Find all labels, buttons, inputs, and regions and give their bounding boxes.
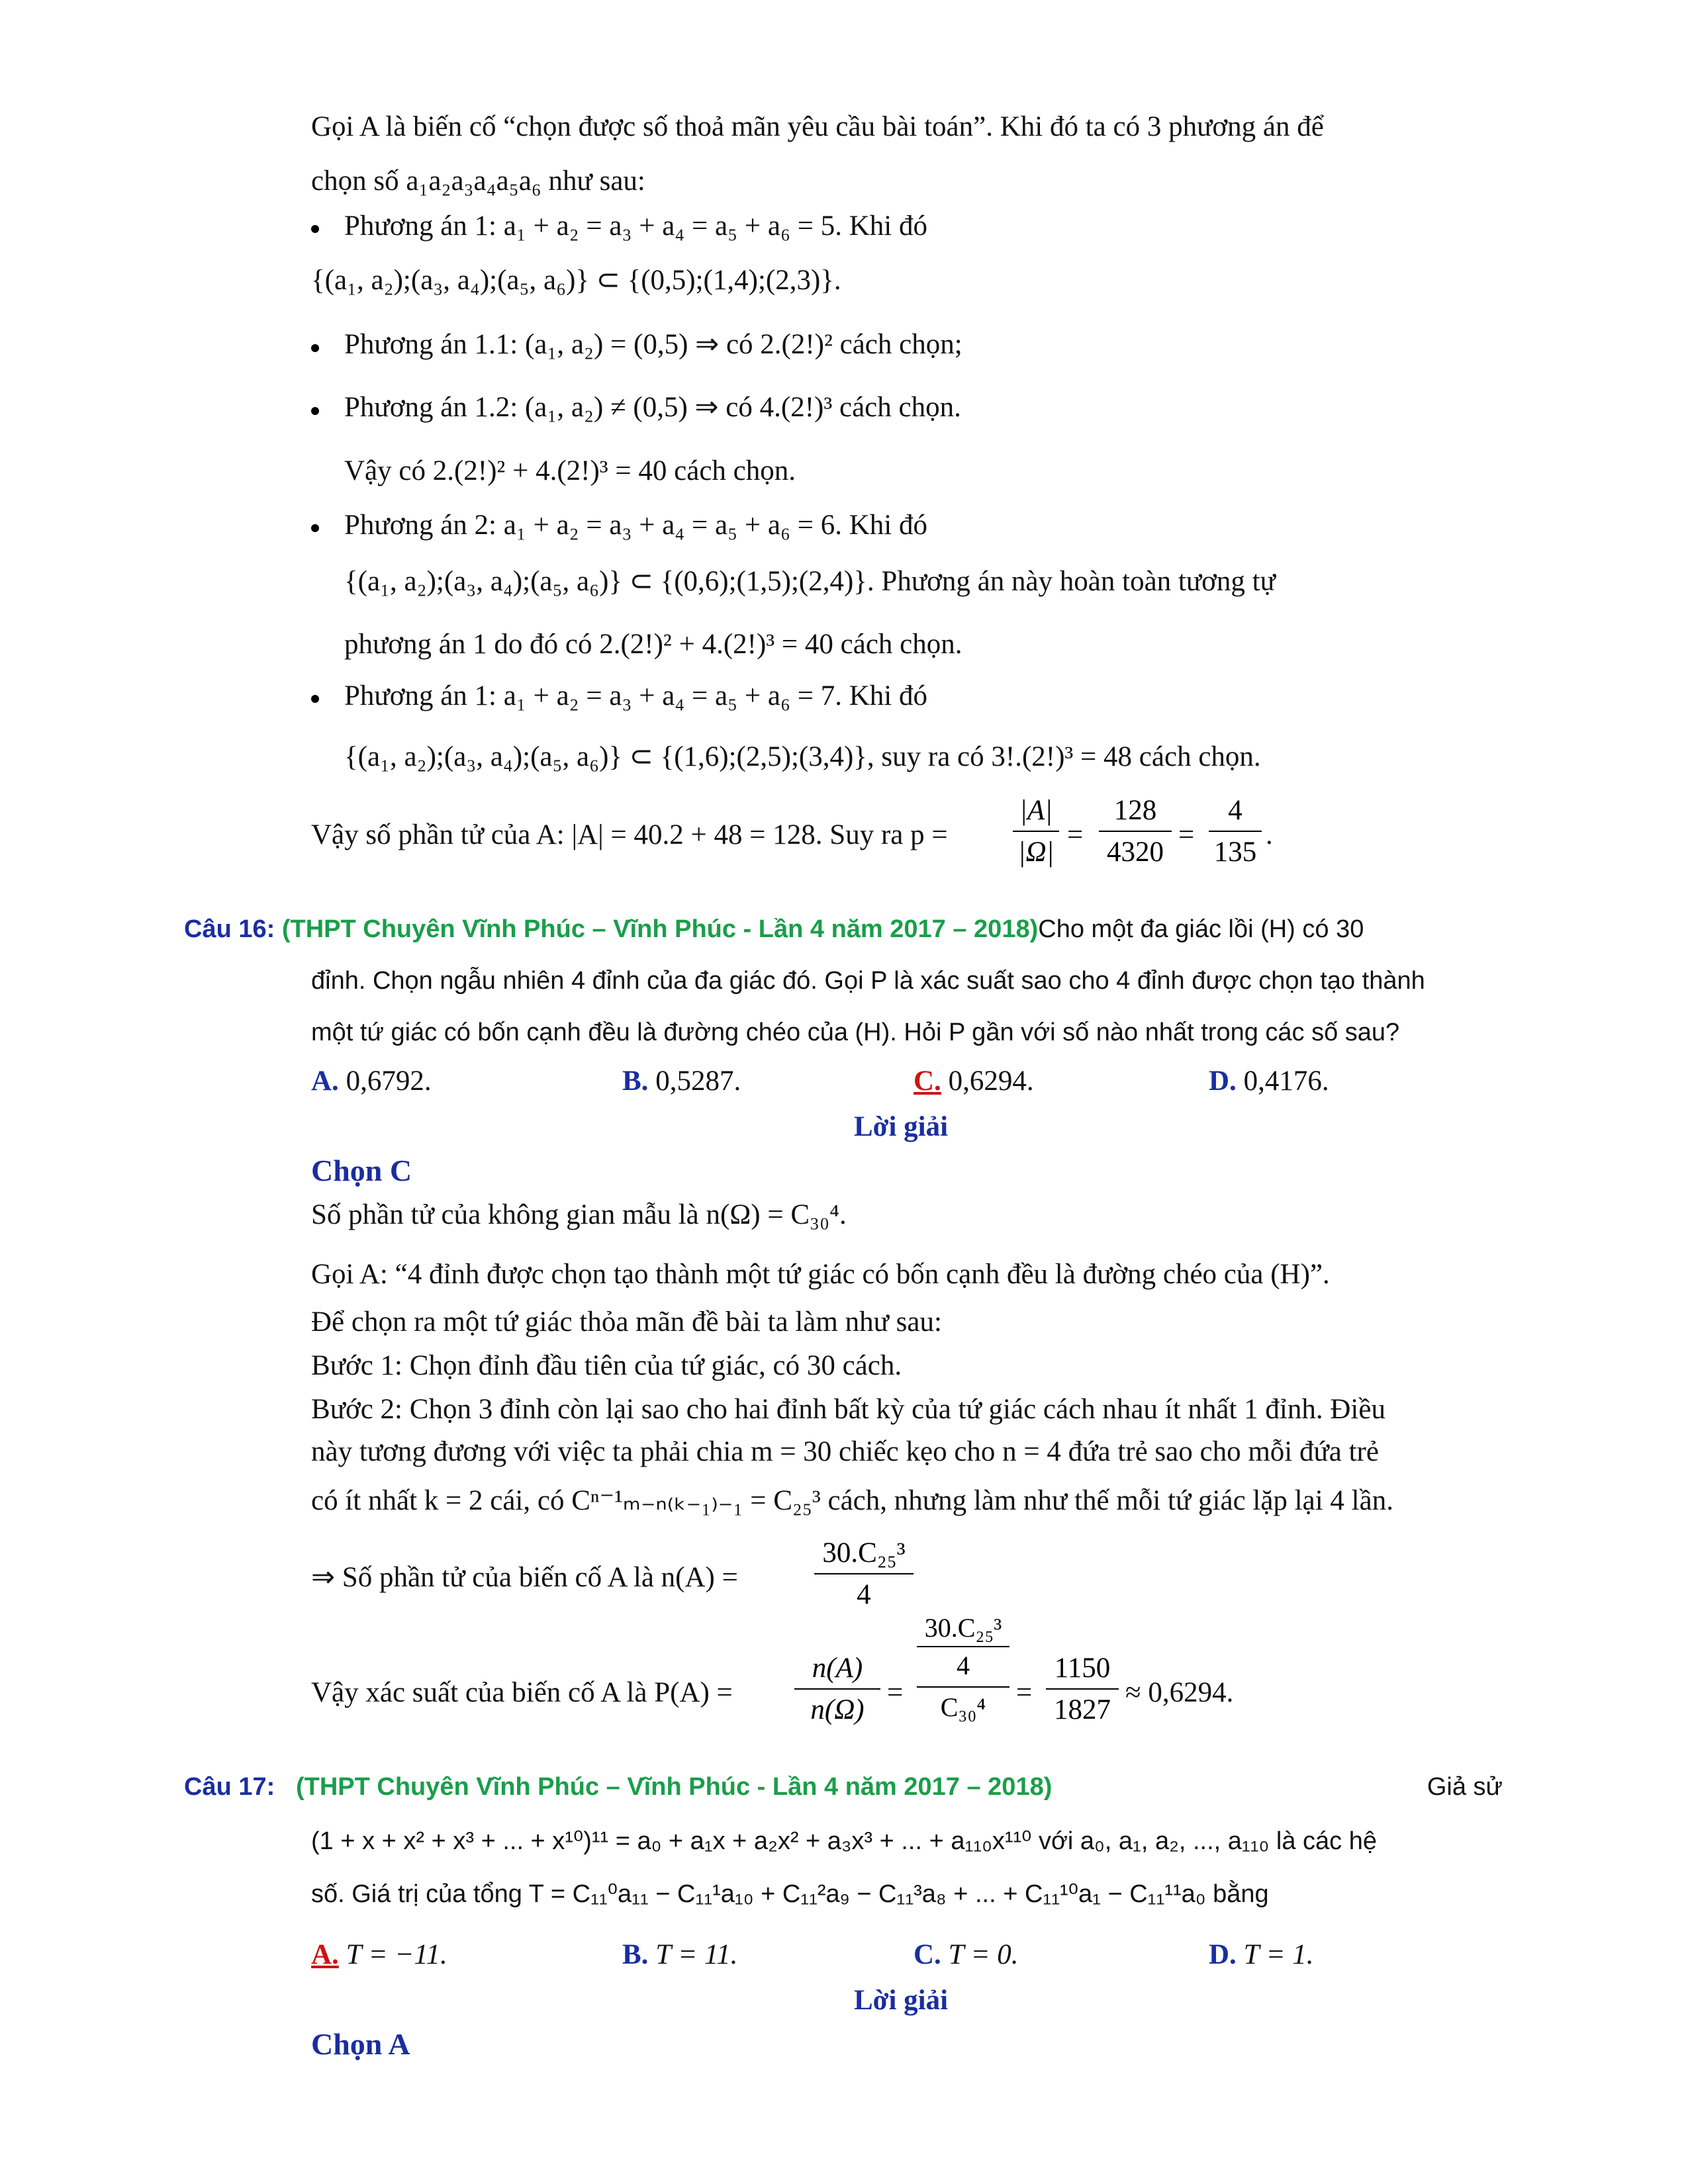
question-16-line-3: một tứ giác có bốn cạnh đều là đường chéo của (H). Hỏi P gần với số nào nhất trong các số sau? <box>311 1019 1400 1046</box>
fraction-denominator: n(Ω) <box>794 1688 880 1726</box>
q16-option-a <box>311 1066 432 1097</box>
option-1-line: Phương án 1: a₁ + a₂ = a₃ + a₄ = a₅ + a₆ = 5. Khi đó <box>344 210 927 242</box>
fraction-denominator: 4 <box>814 1573 914 1611</box>
solution-title: Lời giải <box>854 1111 949 1142</box>
option-key: A. <box>311 1939 339 1970</box>
period: . <box>1266 819 1273 850</box>
fraction-denominator: |Ω| <box>1013 831 1059 868</box>
fraction-numerator: 30.C₂₅³ <box>924 1613 1002 1643</box>
equals-sign: = <box>1016 1677 1033 1708</box>
option-2-line: Phương án 2: a₁ + a₂ = a₃ + a₄ = a₅ + a₆ = 6. Khi đó <box>344 510 927 541</box>
approx-value: ≈ 0,6294. <box>1125 1677 1234 1708</box>
question-16-line-2: đỉnh. Chọn ngẫu nhiên 4 đỉnh của đa giác đó. Gọi P là xác suất sao cho 4 đỉnh được chọn tạo thành <box>311 967 1425 995</box>
option-value: T = −11. <box>346 1939 447 1970</box>
solution-line-3: Để chọn ra một tứ giác thỏa mãn đề bài ta làm như sau: <box>311 1306 942 1338</box>
q17-option-a <box>311 1939 447 1970</box>
q16-option-d <box>1209 1066 1329 1097</box>
question-label: Câu 16: <box>184 915 275 943</box>
solution-line-4: Bước 1: Chọn đỉnh đầu tiên của tứ giác, có 30 cách. <box>311 1350 902 1381</box>
option-key: C. <box>914 1939 941 1970</box>
option-1-1-line: Phương án 1.1: (a₁, a₂) = (0,5) ⇒ có 2.(2!)² cách chọn; <box>344 329 962 360</box>
option-1-total: Vậy có 2.(2!)² + 4.(2!)³ = 40 cách chọn. <box>344 455 796 486</box>
option-3-set: {(a₁, a₂);(a₃, a₄);(a₅, a₆)} ⊂ {(1,6);(2,5);(3,4)}, suy ra có 3!.(2!)³ = 48 cách chọn. <box>344 741 1261 772</box>
question-16-header <box>184 916 1364 944</box>
fraction-4-135 <box>1209 794 1262 868</box>
fraction-inner-denominator: 4 <box>917 1646 1009 1681</box>
option-key: B. <box>622 1066 649 1097</box>
option-2-total: phương án 1 do đó có 2.(2!)² + 4.(2!)³ = 40 cách chọn. <box>344 629 962 660</box>
option-value: T = 11. <box>655 1939 738 1970</box>
fraction-denominator: C₃₀⁴ <box>917 1686 1009 1723</box>
bullet <box>311 344 319 352</box>
option-key: D. <box>1209 1939 1237 1970</box>
option-1-set: {(a₁, a₂);(a₃, a₄);(a₅, a₆)} ⊂ {(0,5);(1,4);(2,3)}. <box>311 265 841 296</box>
intro-line-2: chọn số a₁a₂a₃a₄a₅a₆ như sau: <box>311 165 645 197</box>
solution-line-9: Vậy xác suất của biến cố A là P(A) = <box>311 1677 733 1708</box>
bullet <box>311 524 319 532</box>
q16-option-c <box>914 1066 1034 1097</box>
q17-option-b <box>622 1939 737 1970</box>
equals-sign: = <box>887 1677 904 1708</box>
fraction-denominator: 135 <box>1209 831 1262 868</box>
fraction-numerator: 1150 <box>1054 1653 1111 1684</box>
option-value: T = 1. <box>1243 1939 1314 1970</box>
fraction-128-4320 <box>1099 794 1172 868</box>
option-value: 0,5287. <box>655 1066 741 1097</box>
option-1-2-line: Phương án 1.2: (a₁, a₂) ≠ (0,5) ⇒ có 4.(2!)³ cách chọn. <box>344 392 961 423</box>
bullet <box>311 225 319 233</box>
result-text: Vậy số phần tử của A: |A| = 40.2 + 48 = 128. Suy ra p = <box>311 819 948 850</box>
fraction-PA <box>794 1652 880 1726</box>
fraction-p <box>1013 794 1059 868</box>
solution-line-5: Bước 2: Chọn 3 đỉnh còn lại sao cho hai đỉnh bất kỳ của tứ giác cách nhau ít nhất 1 đỉnh. Điều <box>311 1394 1385 1425</box>
fraction-nA <box>814 1537 914 1611</box>
q17-option-d <box>1209 1939 1313 1970</box>
option-value: T = 0. <box>948 1939 1019 1970</box>
question-source: (THPT Chuyên Vĩnh Phúc – Vĩnh Phúc - Lần 4 năm 2017 – 2018) <box>295 1773 1053 1801</box>
solution-line-2: Gọi A: “4 đỉnh được chọn tạo thành một tứ giác có bốn cạnh đều là đường chéo của (H)”. <box>311 1259 1330 1290</box>
fraction-denominator: 4320 <box>1099 831 1172 868</box>
q16-option-b <box>622 1066 741 1097</box>
question-source: (THPT Chuyên Vĩnh Phúc – Vĩnh Phúc - Lần 4 năm 2017 – 2018) <box>281 915 1039 943</box>
q17-option-c <box>914 1939 1018 1970</box>
question-17-header <box>184 1774 1503 1801</box>
option-2-set: {(a₁, a₂);(a₃, a₄);(a₅, a₆)} ⊂ {(0,6);(1,5);(2,4)}. Phương án này hoàn toàn tương tự <box>344 566 1276 597</box>
solution-title: Lời giải <box>854 1985 949 2016</box>
equals-sign: = <box>1067 819 1084 850</box>
fraction-numerator: n(A) <box>812 1653 863 1684</box>
compound-fraction <box>917 1612 1009 1723</box>
option-3-line: Phương án 1: a₁ + a₂ = a₃ + a₄ = a₅ + a₆ = 7. Khi đó <box>344 680 927 711</box>
option-key: A. <box>311 1066 339 1097</box>
solution-line-8: ⇒ Số phần tử của biến cố A là n(A) = <box>311 1562 738 1593</box>
option-value: 0,6792. <box>346 1066 432 1097</box>
question-text: Giả sử <box>1427 1773 1503 1801</box>
fraction-numerator: 30.C₂₅³ <box>822 1537 906 1569</box>
fraction-numerator: 4 <box>1228 795 1243 826</box>
intro-line-1: Gọi A là biến cố “chọn được số thoả mãn yêu cầu bài toán”. Khi đó ta có 3 phương án để <box>311 111 1324 142</box>
bullet <box>311 407 319 415</box>
option-value: 0,4176. <box>1243 1066 1329 1097</box>
question-header-left <box>184 1774 1052 1801</box>
solution-line-7: có ít nhất k = 2 cái, có Cⁿ⁻¹ₘ₋ₙ₍ₖ₋₁₎₋₁ = C₂₅³ cách, nhưng làm như thế mỗi tứ giác lặp lại 4 lần. <box>311 1485 1393 1516</box>
option-key: C. <box>914 1066 941 1097</box>
solution-line-1: Số phần tử của không gian mẫu là n(Ω) = C₃₀⁴. <box>311 1199 847 1230</box>
question-17-line-3: số. Giá trị của tổng T = C₁₁⁰a₁₁ − C₁₁¹a₁₀ + C₁₁²a₉ − C₁₁³a₈ + ... + C₁₁¹⁰a₁ − C₁₁¹¹a₀ bằng <box>311 1880 1269 1908</box>
fraction-numerator: |A| <box>1019 795 1053 826</box>
chosen-answer: Chọn C <box>311 1154 412 1187</box>
question-17-line-2: (1 + x + x² + x³ + ... + x¹⁰)¹¹ = a₀ + a₁x + a₂x² + a₃x³ + ... + a₁₁₀x¹¹⁰ với a₀, a₁, a₂, ..., a₁₁₀ là các hệ <box>311 1827 1377 1855</box>
solution-line-6: này tương đương với việc ta phải chia m = 30 chiếc kẹo cho n = 4 đứa trẻ sao cho mỗi đứa trẻ <box>311 1436 1379 1467</box>
fraction-1150-1827 <box>1046 1652 1119 1726</box>
bullet <box>311 695 319 703</box>
question-label: Câu 17: <box>184 1773 275 1801</box>
option-key: D. <box>1209 1066 1237 1097</box>
equals-sign: = <box>1178 819 1195 850</box>
fraction-denominator: 1827 <box>1046 1688 1119 1726</box>
chosen-answer: Chọn A <box>311 2027 410 2061</box>
option-key: B. <box>622 1939 649 1970</box>
fraction-numerator: 128 <box>1113 795 1157 826</box>
option-value: 0,6294. <box>948 1066 1034 1097</box>
question-text: Cho một đa giác lồi (H) có 30 <box>1038 915 1364 943</box>
